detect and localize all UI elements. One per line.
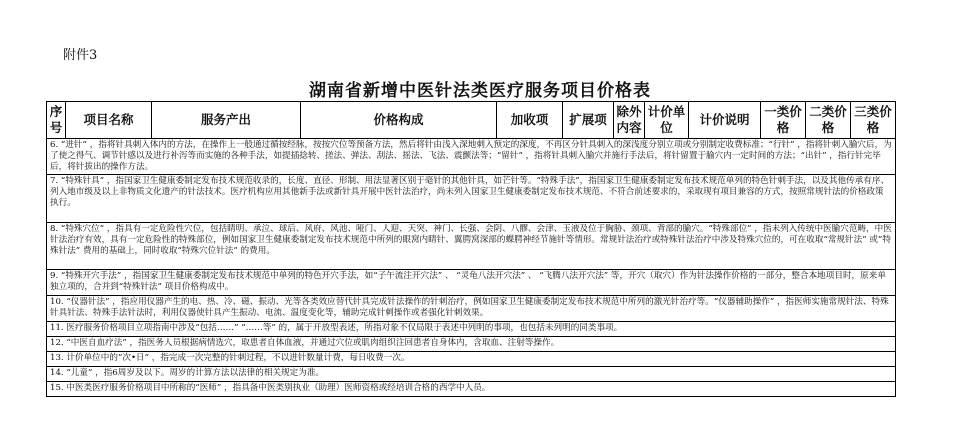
header-cell-exclusions: 除外内容 [614, 102, 645, 139]
price-table [46, 101, 896, 397]
note-row [47, 382, 896, 397]
header-cell-pricing-notes: 计价说明 [689, 102, 761, 139]
note-15: 15. 中医类医疗服务价格项目中所称的“医师” ，指具备中医类别执业（助理）医师资格或经培训合格的西学中人员。 [47, 382, 896, 397]
header-cell-class3-price: 三类价格 [851, 102, 896, 139]
note-row [47, 296, 896, 322]
header-cell-class1-price: 一类价格 [761, 102, 806, 139]
header-cell-surcharge: 加收项 [497, 102, 563, 139]
header-cell-index: 序号 [47, 102, 66, 139]
header-cell-price-composition: 价格构成 [301, 102, 497, 139]
header-row [47, 102, 896, 139]
note-6: 6. “进针” ，指将针具刺入体内的方法，在操作上一般通过循按经脉，按按穴位等预备方法，然后将针由浅入深地刺入预定的深度，不再区分针具刺入的深浅度分别立项或分别制定收费标准；“行针” ，指将针刺入腧穴后，为了使之得气、调节针感以及进行补泻等而实施的各种手法，如提插捻转、搓法、弹法、刮法、摇法、飞法、震颤法等；“留针” ，指将针具刺入腧穴并施行手法后，将针留置于腧穴内一定时间的方法；“出针” ，指行针完毕后，将针拔出的操作方法。 [47, 139, 896, 175]
header-cell-service-output: 服务产出 [152, 102, 301, 139]
page-title: 湖南省新增中医针法类医疗服务项目价格表 [309, 81, 651, 101]
note-row [47, 223, 896, 270]
note-8: 8. “特殊穴位” ，指具有一定危险性穴位，包括睛明、承泣、球后、风府、风池、哑门、人迎、天突、神门、长强、会阴、八髎、会津、玉液及位于胸胁、颈项、背部的腧穴。“特殊部位” ，指未列入传统中医腧穴范畴，中医针法治疗有效，具有一定危险性的特殊部位，例如国家卫生健康委制定发布技术规范中所列的眼窝内睛针、翼腭窝深部的蝶腭神经节施针等情形。常规针法治疗或特殊针法治疗中涉及特殊穴位的，可在收取“常规针法” 或“特殊针法” 费用的基础上，同时收取“特殊穴位针法” 的费用。 [47, 223, 896, 270]
note-11: 11. 医疗服务价格项目立项指南中涉及“包括……” “……等” 的，属于开放型表述，所指对象不仅局限于表述中列明的事项，也包括未列明的同类事项。 [47, 322, 896, 337]
attachment-label: 附件3 [63, 48, 98, 63]
note-row [47, 337, 896, 352]
note-9: 9. “特殊开穴手法” ，指国家卫生健康委制定发布技术规范中单列的特色开穴手法，如“子午流注开穴法” 、 “灵龟八法开穴法” 、 “飞腾八法开穴法” 等，开穴（取穴）作为针法操作价格的一部分，整合本地项目时，原来单独立项的，合并到“特殊针法” 项目价格构成中。 [47, 270, 896, 296]
note-14: 14. “儿童” ，指6周岁及以下。周岁的计算方法以法律的相关规定为准。 [47, 367, 896, 382]
note-row [47, 322, 896, 337]
header-cell-item-name: 项目名称 [66, 102, 152, 139]
note-row [47, 367, 896, 382]
note-row [47, 270, 896, 296]
note-7: 7. “特殊针具” ，指国家卫生健康委制定发布技术规范收录的，长度、直径、形制、用法显著区别于毫针的其他针具，如芒针等。“特殊手法”，指国家卫生健康委制定发布技术规范单列的特色针刺手法，以及其他传承有序、列入地市级及以上非物质文化遗产的针法技术。医疗机构应用其他新手法或新针具开展中医针法治疗，尚未列入国家卫生健康委制定发布技术规范、不符合前述要求的，采取现有项目兼容的方式，按照常规针法的价格政策执行。 [47, 175, 896, 223]
header-cell-extension: 扩展项 [563, 102, 614, 139]
note-row [47, 352, 896, 367]
header-cell-class2-price: 二类价格 [806, 102, 851, 139]
note-10: 10. “仪器针法” ，指应用仪器产生的电、热、冷、磁、振动、光等各类效应替代针具完成针法操作的针刺治疗，例如国家卫生健康委制定发布技术规范中所列的激光针治疗等。“仪器辅助操作” ，指医师实施常规针法、特殊针具针法、特殊手法针法时，利用仪器使针具产生振动、电流、温度变化等，辅助完成针刺操作或者强化针刺效果。 [47, 296, 896, 322]
header-cell-pricing-unit: 计价单位 [645, 102, 689, 139]
note-12: 12. “中医自血疗法” ，指医务人员根据病情选穴，取患者自体血液，并通过穴位或肌肉组织注回患者自身体内，含取血、注射等操作。 [47, 337, 896, 352]
note-row [47, 139, 896, 175]
note-13: 13. 计价单位中的“次•日” ，指完成一次完整的针刺过程，不以进针数量计费，每日收费一次。 [47, 352, 896, 367]
note-row [47, 175, 896, 223]
